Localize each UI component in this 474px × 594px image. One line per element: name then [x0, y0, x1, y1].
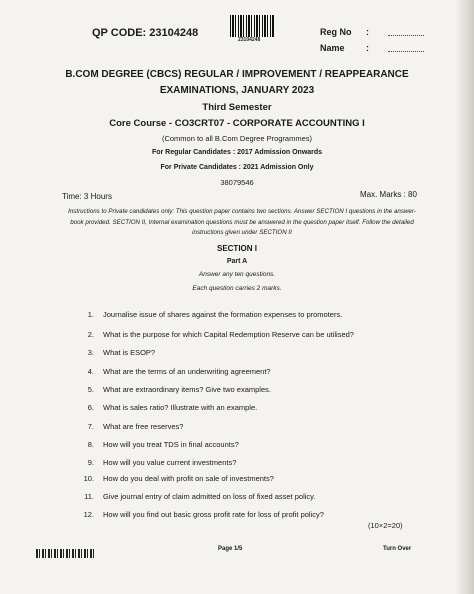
regular-candidates: For Regular Candidates : 2017 Admission Onwards: [151, 149, 323, 156]
part-heading: Part A: [226, 258, 248, 265]
question-number: 9.: [87, 458, 94, 467]
common-note: (Common to all B.Com Degree Programmes): [161, 134, 313, 143]
question-text: How will you find out basic gross profit rate for loss of profit policy?: [103, 510, 324, 519]
exam-time: Time: 3 Hours: [62, 192, 112, 201]
barcode-number: 23104248: [238, 37, 261, 43]
question-text: How will you value current investments?: [103, 458, 237, 467]
question-number: 1.: [87, 310, 94, 319]
question-text: Journalise issue of shares against the formation expenses to promoters.: [103, 310, 343, 319]
marks-note: Each question carries 2 marks.: [192, 285, 282, 292]
exam-title-line1: B.COM DEGREE (CBCS) REGULAR / IMPROVEMENT / REAPPEARANCE: [65, 69, 409, 80]
course-title: Core Course - CO3CRT07 - CORPORATE ACCOUNTING I: [109, 118, 365, 129]
question-text: What is ESOP?: [103, 348, 156, 357]
name-field: [388, 51, 424, 52]
question-number: 6.: [87, 403, 94, 412]
paper-code: 38079546: [220, 178, 254, 187]
question-text: What are extraordinary items? Give two examples.: [103, 385, 271, 394]
question-number: 4.: [87, 367, 94, 376]
reg-no-label: Reg No: [320, 27, 352, 37]
qp-code: QP CODE: 23104248: [92, 27, 199, 39]
private-candidates: For Private Candidates : 2021 Admission Only: [160, 164, 314, 171]
question-number: 10.: [83, 474, 94, 483]
question-text: What is sales ratio? Illustrate with an example.: [103, 403, 258, 412]
exam-title-line2: EXAMINATIONS, JANUARY 2023: [159, 85, 315, 96]
question-text: What is the purpose for which Capital Redemption Reserve can be utilised?: [103, 330, 354, 339]
question-number: 11.: [84, 492, 94, 501]
part-total-marks: (10×2=20): [368, 521, 403, 530]
reg-no-colon: :: [366, 27, 369, 37]
page-edge-shadow: [455, 0, 474, 594]
section-heading: SECTION I: [216, 244, 257, 253]
private-instructions: Instructions to Private candidates only: This question paper contains two sections. Answer SECTION I questions in the answer-book provided. SECTION II, Internal examination questions must be answered in the question paper itself. Follow the detailed instructions given under SECTION II: [68, 208, 416, 236]
question-number: 12.: [83, 510, 94, 519]
max-marks: Max. Marks : 80: [360, 190, 417, 199]
question-text: How will you treat TDS in final accounts?: [103, 440, 239, 449]
question-text: How do you deal with profit on sale of investments?: [103, 474, 274, 483]
question-number: 3.: [87, 348, 94, 357]
name-label: Name: [320, 43, 345, 53]
barcode-image: [230, 15, 274, 37]
name-colon: :: [366, 43, 369, 53]
footer-barcode: [36, 549, 96, 558]
question-text: What are the terms of an underwriting agreement?: [103, 367, 271, 376]
question-number: 2.: [87, 330, 94, 339]
answer-note: Answer any ten questions.: [198, 271, 276, 278]
page-number: Page 1/5: [218, 546, 243, 552]
question-text: Give journal entry of claim admitted on loss of fixed asset policy.: [103, 492, 316, 501]
reg-no-field: [388, 35, 424, 36]
question-number: 7.: [87, 422, 94, 431]
turn-over: Turn Over: [383, 546, 412, 552]
question-number: 8.: [87, 440, 94, 449]
semester: Third Semester: [202, 102, 272, 113]
question-number: 5.: [87, 385, 94, 394]
question-text: What are free reserves?: [103, 422, 184, 431]
